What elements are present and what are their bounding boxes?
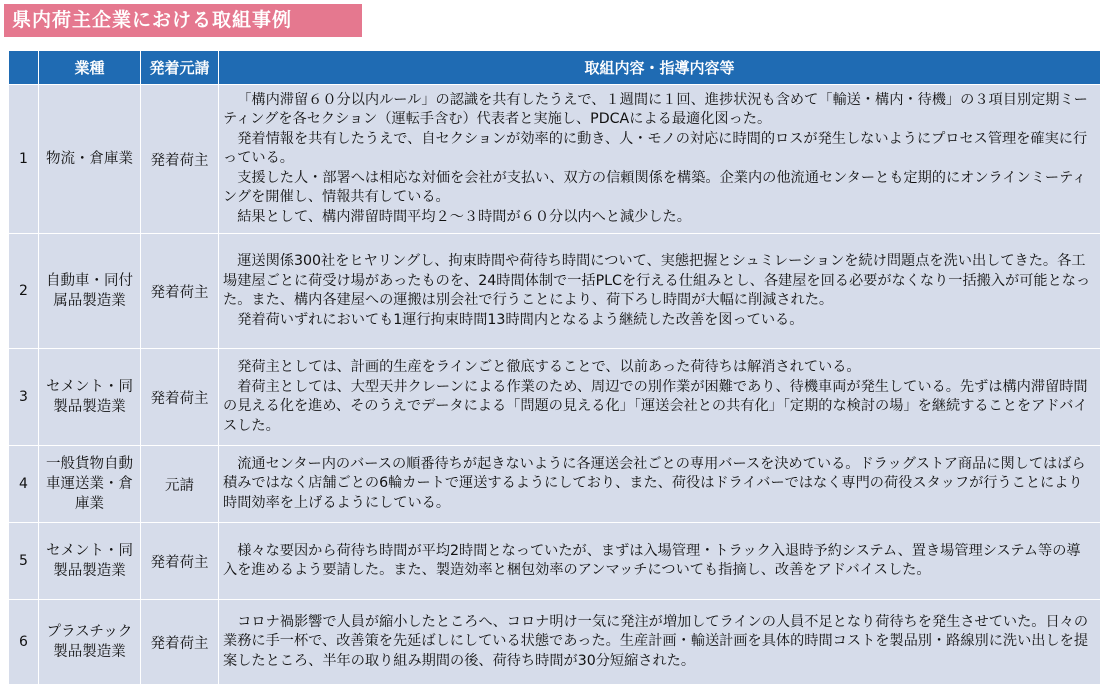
content-cell bbox=[219, 600, 1101, 685]
content-cell bbox=[219, 349, 1101, 446]
content-paragraph: 発着情報を共有したうえで、自セクションが効率的に動き、人・モノの対応に時間的ロスが発生しないようにプロセス管理を確実に行っている。 bbox=[223, 130, 1088, 167]
industry-cell: セメント・同製品製造業 bbox=[39, 349, 141, 446]
industry-cell: 一般貨物自動車運送業・倉庫業 bbox=[39, 446, 141, 523]
content-paragraph: 発着荷いずれにおいても1運行拘束時間13時間内となるよう継続した改善を図っている。 bbox=[237, 311, 804, 328]
table-header-row bbox=[9, 51, 1101, 85]
industry-cell: 自動車・同付属品製造業 bbox=[39, 234, 141, 349]
table-row bbox=[9, 523, 1101, 600]
content-cell bbox=[219, 85, 1101, 234]
industry-cell: 物流・倉庫業 bbox=[39, 85, 141, 234]
role-cell: 発着荷主 bbox=[141, 349, 219, 446]
content-paragraph: 「構内滞留６０分以内ルール」の認識を共有したうえで、１週間に１回、進捗状況も含めて「輸送・構内・待機」の３項目別定期ミーティングを各セクション（運転手含む）代表者と実施し、PDCAによる最適化図った。 bbox=[223, 91, 1088, 128]
row-number: 2 bbox=[9, 234, 39, 349]
table-row bbox=[9, 85, 1101, 234]
header-role: 発着元請 bbox=[141, 51, 219, 85]
content-cell bbox=[219, 234, 1101, 349]
content-paragraph: 着荷主としては、大型天井クレーンによる作業のため、周辺での別作業が困難であり、待機車両が発生している。先ずは構内滞留時間の見える化を進め、そのうえでデータによる「問題の見える化」「運送会社との共有化」「定期的な検討の場」を継続することをアドバイスした。 bbox=[223, 378, 1088, 434]
industry-cell: セメント・同製品製造業 bbox=[39, 523, 141, 600]
case-table bbox=[8, 50, 1101, 685]
role-cell: 発着荷主 bbox=[141, 234, 219, 349]
table-row bbox=[9, 349, 1101, 446]
row-number: 1 bbox=[9, 85, 39, 234]
page-title: 県内荷主企業における取組事例 bbox=[4, 4, 362, 37]
content-paragraph: 発荷主としては、計画的生産をラインごと徹底することで、以前あった荷待ちは解消されている。 bbox=[237, 359, 861, 375]
content-paragraph: 支援した人・部署へは相応な対価を会社が支払い、双方の信頼関係を構築。企業内の他流通センターとも定期的にオンラインミーティングを開催し、情報共有している。 bbox=[223, 169, 1087, 206]
content-cell bbox=[219, 446, 1101, 523]
table-row bbox=[9, 446, 1101, 523]
content-paragraph: 流通センター内のバースの順番待ちが起きないように各運送会社ごとの専用バースを決めている。ドラッグストア商品に関してはばら積みではなく店舗ごとの6輪カートで運送するようにしており、また、荷役はドライバーではなく専門の荷役スタッフが行うことにより時間効率を上げるようにしている。 bbox=[223, 455, 1086, 511]
table-row bbox=[9, 234, 1101, 349]
role-cell: 発着荷主 bbox=[141, 523, 219, 600]
role-cell: 発着荷主 bbox=[141, 600, 219, 685]
content-paragraph: 運送関係300社をヒヤリングし、拘束時間や荷待ち時間について、実態把握とシュミレーションを続け問題点を洗い出してきた。各工場建屋ごとに荷受け場があったものを、24時間体制で一括PLCを行える仕組みとし、各建屋を回る必要がなくなり一括搬入が可能となった。また、構内各建屋への運搬は別会社で行うことにより、荷下ろし時間が大幅に削減された。 bbox=[223, 253, 1091, 308]
role-cell: 元請 bbox=[141, 446, 219, 523]
header-no bbox=[9, 51, 39, 85]
role-cell: 発着荷主 bbox=[141, 85, 219, 234]
header-industry: 業種 bbox=[39, 51, 141, 85]
industry-cell: プラスチック製品製造業 bbox=[39, 600, 141, 685]
content-paragraph: 様々な要因から荷待ち時間が平均2時間となっていたが、まずは入場管理・トラック入退時予約システム、置き場管理システム等の導入を進めるよう要請した。また、製造効率と梱包効率のアンマッチについても指摘し、改善をアドバイスした。 bbox=[223, 542, 1081, 578]
header-content: 取組内容・指導内容等 bbox=[219, 51, 1101, 85]
row-number: 4 bbox=[9, 446, 39, 523]
table-row bbox=[9, 600, 1101, 685]
content-cell bbox=[219, 523, 1101, 600]
content-paragraph: 結果として、構内滞留時間平均２～３時間が６０分以内へと減少した。 bbox=[237, 208, 691, 225]
row-number: 5 bbox=[9, 523, 39, 600]
content-paragraph: コロナ禍影響で人員が縮小したところへ、コロナ明け一気に発注が増加してラインの人員不足となり荷待ちを発生させていた。日々の業務に手一杯で、改善策を先延ばしにしている状態であった。生産計画・輸送計画を具体的時間コストを製品別・路線別に洗い出しを提案したところ、半年の取り組み期間の後、荷待ち時間が30分短縮された。 bbox=[223, 613, 1089, 669]
row-number: 3 bbox=[9, 349, 39, 446]
row-number: 6 bbox=[9, 600, 39, 685]
